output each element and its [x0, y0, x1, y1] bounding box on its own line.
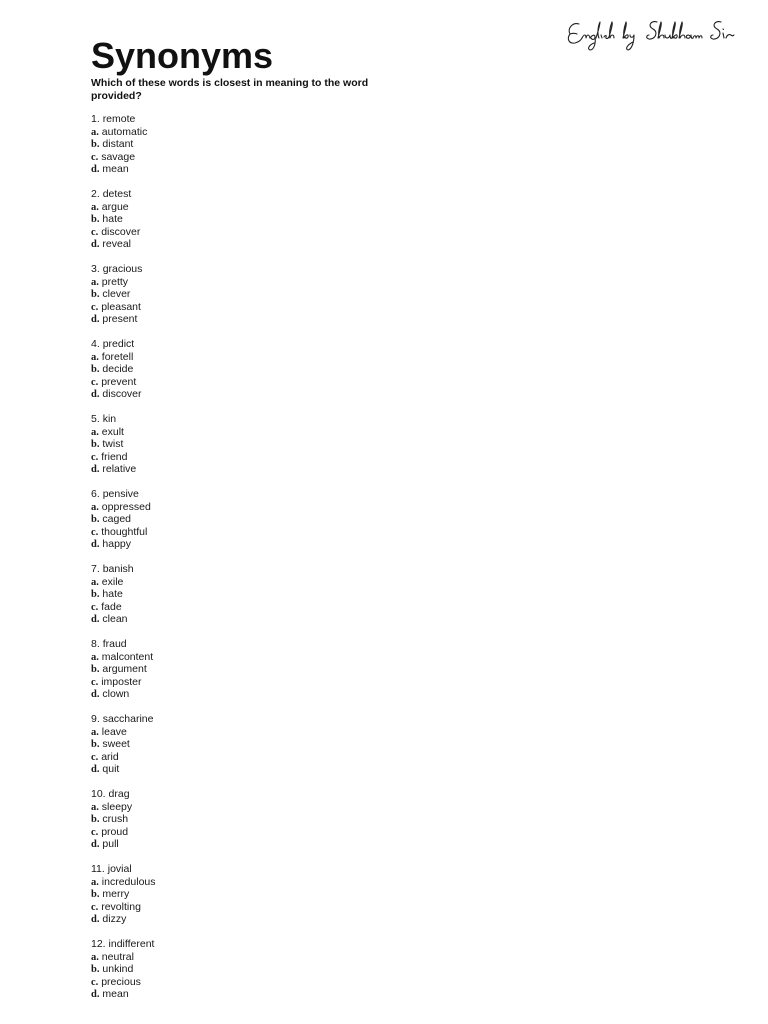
- instructions-text: Which of these words is closest in meaning to the word provided?: [91, 77, 369, 102]
- option-letter: d.: [91, 764, 100, 775]
- option-text: quit: [102, 763, 120, 775]
- question-number: 9.: [91, 713, 100, 725]
- answer-option: [91, 801, 391, 814]
- question-prompt: [91, 188, 391, 201]
- option-text: relative: [102, 463, 137, 475]
- answer-option: [91, 526, 391, 539]
- answer-option: [91, 438, 391, 451]
- option-text: precious: [101, 975, 141, 988]
- option-letter: a.: [91, 801, 99, 813]
- option-letter: d.: [91, 239, 100, 250]
- answer-option: [91, 613, 391, 626]
- option-text: unkind: [102, 963, 134, 975]
- option-text: crush: [102, 813, 129, 825]
- option-letter: c.: [91, 601, 99, 613]
- option-letter: c.: [91, 676, 99, 688]
- answer-option: [91, 951, 391, 964]
- option-letter: a.: [91, 201, 99, 213]
- option-letter: a.: [91, 651, 99, 663]
- answer-option: [91, 976, 391, 989]
- option-letter: a.: [91, 276, 99, 288]
- option-text: pretty: [101, 275, 129, 288]
- option-letter: a.: [91, 351, 99, 363]
- option-text: pleasant: [101, 300, 141, 313]
- answer-option: [91, 663, 391, 676]
- answer-option: [91, 363, 391, 376]
- option-text: caged: [102, 513, 131, 525]
- question-item: [91, 713, 391, 788]
- option-letter: b.: [91, 964, 100, 975]
- option-text: decide: [102, 363, 134, 375]
- option-letter: a.: [91, 426, 99, 438]
- question-word: fraud: [102, 638, 127, 650]
- answer-option: [91, 601, 391, 614]
- answer-option: [91, 513, 391, 526]
- answer-option: [91, 376, 391, 389]
- option-letter: c.: [91, 226, 99, 238]
- option-letter: c.: [91, 451, 99, 463]
- option-text: malcontent: [101, 650, 154, 663]
- question-word: jovial: [107, 863, 132, 875]
- option-text: clean: [102, 613, 128, 625]
- option-letter: b.: [91, 889, 100, 900]
- answer-option: [91, 313, 391, 326]
- option-letter: d.: [91, 164, 100, 175]
- answer-option: [91, 388, 391, 401]
- answer-option: [91, 901, 391, 914]
- question-word: pensive: [102, 488, 139, 500]
- question-prompt: [91, 263, 391, 276]
- answer-option: [91, 201, 391, 214]
- answer-option: [91, 888, 391, 901]
- answer-option: [91, 676, 391, 689]
- option-text: reveal: [102, 238, 131, 250]
- question-word: kin: [102, 413, 117, 425]
- option-letter: a.: [91, 501, 99, 513]
- question-word: indifferent: [108, 938, 155, 950]
- option-text: sleepy: [101, 800, 133, 813]
- question-prompt: [91, 638, 391, 651]
- option-text: merry: [102, 888, 130, 900]
- answer-option: [91, 963, 391, 976]
- answer-option: [91, 351, 391, 364]
- option-text: mean: [102, 988, 129, 1000]
- option-text: pull: [102, 838, 119, 850]
- option-text: hate: [102, 213, 123, 225]
- option-text: friend: [101, 450, 128, 463]
- option-text: twist: [102, 438, 124, 450]
- option-letter: b.: [91, 814, 100, 825]
- option-text: arid: [101, 750, 119, 763]
- answer-option: [91, 588, 391, 601]
- option-letter: b.: [91, 664, 100, 675]
- option-text: fade: [101, 600, 122, 613]
- question-word: detest: [102, 188, 132, 200]
- answer-option: [91, 126, 391, 139]
- answer-option: [91, 838, 391, 851]
- answer-option: [91, 288, 391, 301]
- question-number: 11.: [91, 863, 105, 875]
- option-letter: b.: [91, 364, 100, 375]
- option-letter: a.: [91, 126, 99, 138]
- question-item: [91, 113, 391, 188]
- option-text: argument: [102, 663, 147, 675]
- question-word: gracious: [102, 263, 143, 275]
- option-letter: c.: [91, 151, 99, 163]
- question-number: 7.: [91, 563, 100, 575]
- question-word: drag: [108, 788, 130, 800]
- option-letter: d.: [91, 539, 100, 550]
- answer-option: [91, 213, 391, 226]
- option-text: incredulous: [101, 875, 156, 888]
- option-letter: b.: [91, 514, 100, 525]
- answer-option: [91, 576, 391, 589]
- option-text: neutral: [101, 950, 134, 963]
- option-letter: c.: [91, 526, 99, 538]
- option-text: oppressed: [101, 500, 151, 513]
- option-text: clever: [102, 288, 131, 300]
- question-prompt: [91, 113, 391, 126]
- option-text: automatic: [101, 125, 148, 138]
- answer-option: [91, 738, 391, 751]
- option-letter: c.: [91, 751, 99, 763]
- question-number: 5.: [91, 413, 100, 425]
- option-text: happy: [102, 538, 131, 550]
- question-number: 12.: [91, 938, 106, 950]
- option-text: clown: [102, 688, 130, 700]
- question-item: [91, 488, 391, 563]
- option-text: hate: [102, 588, 123, 600]
- signature-script-image: [565, 16, 760, 56]
- question-prompt: [91, 413, 391, 426]
- question-item: [91, 338, 391, 413]
- option-text: argue: [101, 200, 129, 213]
- option-text: leave: [101, 725, 127, 738]
- answer-option: [91, 651, 391, 664]
- answer-option: [91, 426, 391, 439]
- option-letter: d.: [91, 839, 100, 850]
- option-letter: c.: [91, 301, 99, 313]
- option-letter: d.: [91, 914, 100, 925]
- option-text: thoughtful: [101, 525, 148, 538]
- question-item: [91, 563, 391, 638]
- handwritten-signature: [565, 16, 760, 56]
- answer-option: [91, 726, 391, 739]
- option-letter: d.: [91, 989, 100, 1000]
- answer-option: [91, 876, 391, 889]
- question-number: 4.: [91, 338, 100, 350]
- option-letter: d.: [91, 614, 100, 625]
- answer-option: [91, 813, 391, 826]
- answer-option: [91, 913, 391, 926]
- question-item: [91, 263, 391, 338]
- question-item: [91, 188, 391, 263]
- option-letter: c.: [91, 901, 99, 913]
- question-prompt: [91, 338, 391, 351]
- answer-option: [91, 151, 391, 164]
- question-word: saccharine: [102, 713, 154, 725]
- question-prompt: [91, 563, 391, 576]
- page-title: Synonyms: [91, 35, 274, 76]
- question-number: 6.: [91, 488, 100, 500]
- question-word: remote: [102, 113, 136, 125]
- option-text: present: [102, 313, 138, 325]
- question-number: 2.: [91, 188, 100, 200]
- question-number: 10.: [91, 788, 106, 800]
- option-letter: b.: [91, 214, 100, 225]
- option-text: exult: [101, 425, 124, 438]
- option-text: dizzy: [102, 913, 127, 925]
- question-word: predict: [102, 338, 135, 350]
- option-letter: b.: [91, 289, 100, 300]
- option-text: foretell: [101, 350, 134, 363]
- option-text: discover: [102, 388, 142, 400]
- answer-option: [91, 538, 391, 551]
- option-letter: d.: [91, 389, 100, 400]
- option-text: prevent: [101, 375, 137, 388]
- answer-option: [91, 276, 391, 289]
- answer-option: [91, 501, 391, 514]
- question-list: [91, 113, 391, 1013]
- question-item: [91, 638, 391, 713]
- option-text: mean: [102, 163, 129, 175]
- option-text: distant: [102, 138, 134, 150]
- option-letter: a.: [91, 726, 99, 738]
- answer-option: [91, 163, 391, 176]
- option-letter: a.: [91, 876, 99, 888]
- answer-option: [91, 138, 391, 151]
- option-text: proud: [101, 825, 129, 838]
- option-letter: b.: [91, 139, 100, 150]
- answer-option: [91, 751, 391, 764]
- question-item: [91, 938, 391, 1013]
- answer-option: [91, 301, 391, 314]
- option-letter: d.: [91, 314, 100, 325]
- question-word: banish: [102, 563, 134, 575]
- option-letter: d.: [91, 464, 100, 475]
- answer-option: [91, 238, 391, 251]
- question-prompt: [91, 788, 391, 801]
- option-letter: c.: [91, 376, 99, 388]
- question-number: 3.: [91, 263, 100, 275]
- option-text: sweet: [102, 738, 130, 750]
- question-item: [91, 413, 391, 488]
- question-prompt: [91, 488, 391, 501]
- option-letter: c.: [91, 976, 99, 988]
- question-prompt: [91, 938, 391, 951]
- option-letter: d.: [91, 689, 100, 700]
- answer-option: [91, 688, 391, 701]
- option-letter: b.: [91, 739, 100, 750]
- question-number: 1.: [91, 113, 100, 125]
- option-letter: a.: [91, 576, 99, 588]
- question-prompt: [91, 863, 391, 876]
- answer-option: [91, 451, 391, 464]
- question-prompt: [91, 713, 391, 726]
- option-text: savage: [101, 150, 136, 163]
- option-letter: b.: [91, 589, 100, 600]
- answer-option: [91, 988, 391, 1001]
- option-letter: a.: [91, 951, 99, 963]
- answer-option: [91, 826, 391, 839]
- answer-option: [91, 463, 391, 476]
- option-text: revolting: [101, 900, 141, 913]
- option-text: discover: [101, 225, 141, 238]
- option-text: imposter: [101, 675, 142, 688]
- answer-option: [91, 226, 391, 239]
- option-letter: b.: [91, 439, 100, 450]
- option-text: exile: [101, 575, 124, 588]
- question-item: [91, 863, 391, 938]
- question-item: [91, 788, 391, 863]
- answer-option: [91, 763, 391, 776]
- question-number: 8.: [91, 638, 100, 650]
- option-letter: c.: [91, 826, 99, 838]
